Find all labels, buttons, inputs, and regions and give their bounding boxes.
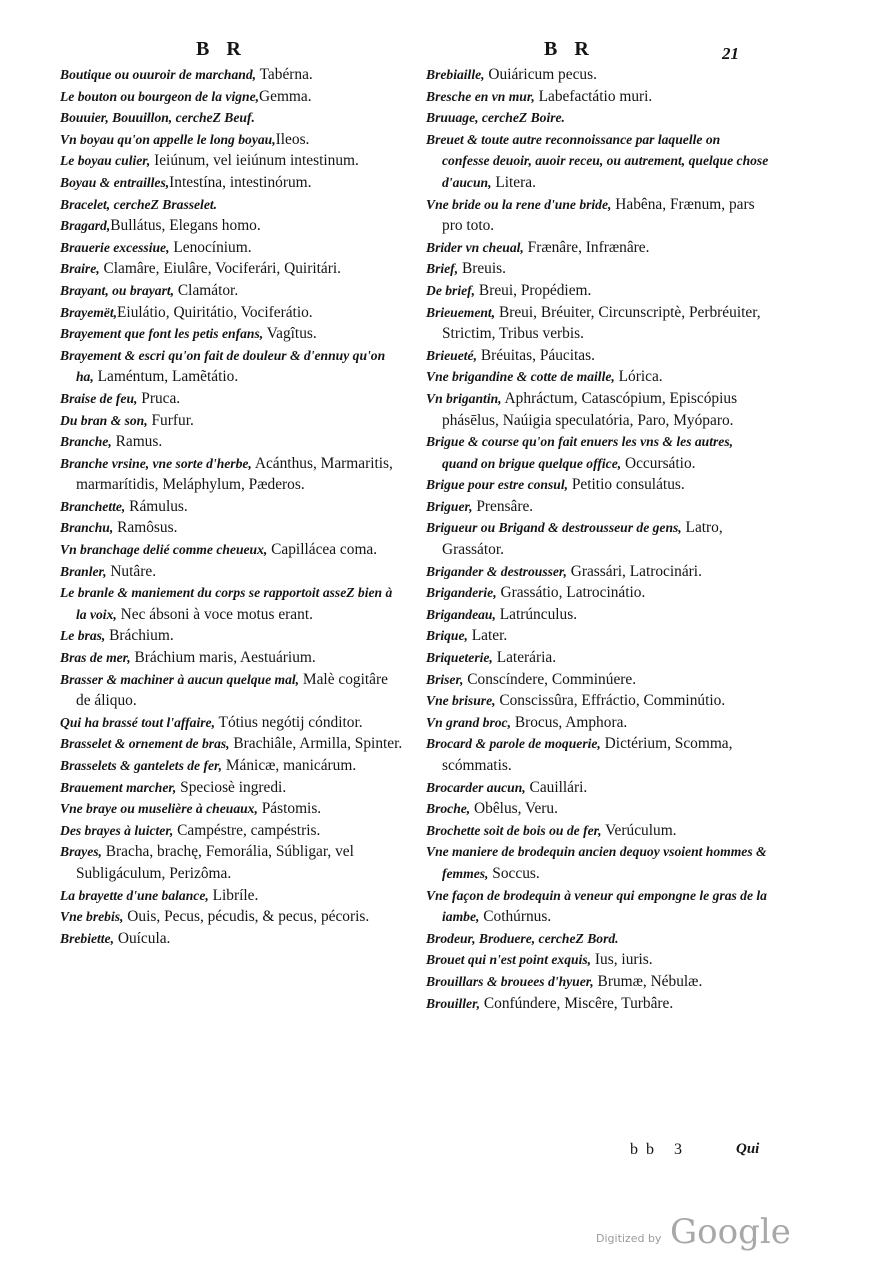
- dictionary-entry: [426, 561, 771, 583]
- dictionary-entry: [60, 172, 405, 194]
- entry-headword: Le bras,: [60, 628, 106, 644]
- dictionary-entry: [60, 323, 405, 345]
- entry-headword: Vn grand broc,: [426, 714, 511, 730]
- dictionary-entry: [60, 561, 405, 583]
- entry-latin: Obêlus, Veru.: [470, 800, 558, 818]
- entry-headword: Briser,: [426, 671, 464, 687]
- left-column: [60, 64, 405, 949]
- entry-headword: Le branle & maniement du corps se rapportoit asseZ bien à la voix,: [60, 585, 393, 622]
- entry-headword: Boutique ou ouuroir de marchand,: [60, 67, 257, 82]
- entry-headword: Braise de feu,: [60, 390, 138, 406]
- entry-headword: Branchette,: [60, 498, 126, 514]
- entry-headword: Du bran & son,: [60, 412, 148, 428]
- entry-headword: Brouet qui n'est point exquis,: [426, 952, 592, 968]
- dictionary-entry: [60, 258, 405, 280]
- entry-headword: Le bouton ou bourgeon de la vigne,: [60, 88, 260, 104]
- entry-headword: Vne maniere de brodequin ancien dequoy vsoient hommes & femmes,: [426, 844, 767, 881]
- dictionary-entry: [60, 388, 405, 410]
- dictionary-entry: [426, 949, 771, 971]
- entry-latin: Laterária.: [492, 649, 557, 667]
- dictionary-entry: [60, 150, 405, 172]
- dictionary-entry: [426, 345, 771, 367]
- entry-latin: Ouiáricum pecus.: [484, 66, 597, 83]
- entry-latin: Ouis, Pecus, pécudis, & pecus, pécoris.: [123, 908, 370, 926]
- entry-latin: Furfur.: [147, 411, 194, 429]
- entry-headword: De brief,: [426, 282, 476, 298]
- entry-latin: Brumæ, Nébulæ.: [593, 972, 703, 990]
- dictionary-entry: [426, 712, 771, 734]
- entry-latin: Breui, Bréuiter, Circunscriptè, Perbréuiter, Strictim, Tribus verbis.: [442, 303, 761, 343]
- entry-latin: Ramus.: [111, 433, 163, 451]
- entry-headword: Des brayes à luicter,: [60, 822, 174, 838]
- entry-latin: Brocus, Amphora.: [510, 713, 628, 731]
- dictionary-entry: [60, 496, 405, 518]
- entry-latin: Later.: [467, 627, 508, 645]
- dictionary-entry: [426, 669, 771, 691]
- entry-headword: Vne brigandine & cotte de maille,: [426, 369, 615, 385]
- dictionary-entry: [426, 798, 771, 820]
- dictionary-entry: [426, 604, 771, 626]
- entry-latin: Lenocínium.: [169, 238, 252, 256]
- entry-headword: Qui ha brassé tout l'affaire,: [60, 714, 215, 730]
- entry-latin: Litera.: [491, 173, 536, 191]
- entry-latin: Malè cogitâre de áliquo.: [76, 670, 388, 710]
- entry-headword: Brigandeau,: [426, 606, 496, 622]
- entry-latin: Pástomis.: [257, 800, 322, 818]
- entry-headword: La brayette d'une balance,: [60, 887, 209, 903]
- entry-latin: Grassári, Latrocinári.: [566, 562, 702, 580]
- entry-latin: Aphráctum, Catascópium, Episcópius phásēlus, Naúigia speculatória, Paro, Myóparo.: [442, 389, 738, 429]
- entry-headword: Brieueté,: [426, 347, 477, 363]
- entry-headword: Branchu,: [60, 520, 114, 536]
- entry-latin: Bracha, brachę, Femorália, Súbligar, vel Subligáculum, Perizôma.: [76, 843, 354, 882]
- entry-headword: Briguer,: [426, 498, 473, 514]
- dictionary-entry: [426, 366, 771, 388]
- dictionary-entry: [426, 733, 771, 776]
- entry-latin: Ramôsus.: [113, 519, 178, 537]
- entry-headword: Vne braye ou muselière à cheuaux,: [60, 801, 258, 817]
- entry-headword: Brebiette,: [60, 930, 114, 946]
- entry-headword: Braire,: [60, 261, 100, 277]
- entry-latin: Acánthus, Marmaritis, marmarítidis, Meláphylum, Pæderos.: [76, 454, 393, 494]
- dictionary-entry: [426, 841, 771, 884]
- entry-latin: Habêna, Frænum, pars pro toto.: [442, 195, 755, 235]
- entry-latin: Intestína, intestinórum.: [169, 173, 312, 191]
- entry-latin: Mánicæ, manicárum.: [221, 757, 357, 774]
- entry-headword: Brayes,: [60, 844, 102, 860]
- entry-headword: Brayemët,: [60, 304, 118, 320]
- dictionary-entry: [60, 906, 405, 928]
- right-column: [426, 64, 771, 1014]
- entry-latin: Clamâre, Eiulâre, Vociferári, Quiritári.: [99, 260, 341, 278]
- dictionary-entry: [60, 302, 405, 324]
- dictionary-entry: [426, 690, 771, 712]
- dictionary-entry: [426, 194, 771, 237]
- entry-latin: Clamátor.: [174, 281, 239, 299]
- entry-latin: Nec ábsoni à voce motus erant.: [116, 605, 313, 623]
- entry-latin: Brachiâle, Armilla, Spinter.: [229, 735, 403, 753]
- dictionary-entry: [60, 539, 405, 561]
- entry-latin: Conscissûra, Effráctio, Comminútio.: [495, 692, 726, 710]
- dictionary-entry: [60, 647, 405, 669]
- entry-headword: Brayement & escri qu'on fait de douleur & d'ennuy qu'on ha,: [60, 347, 386, 385]
- dictionary-entry: [426, 647, 771, 669]
- entry-headword: Vne bride ou la rene d'une bride,: [426, 196, 612, 212]
- dictionary-entry: [60, 625, 405, 647]
- entry-latin: Ouícula.: [113, 929, 171, 947]
- catchword: Qui: [736, 1141, 760, 1157]
- entry-latin: Ius, iuris.: [591, 951, 653, 969]
- dictionary-entry: [426, 777, 771, 799]
- running-head-left: B R: [196, 38, 247, 60]
- dictionary-entry: [60, 755, 405, 777]
- entry-latin: Latro, Grassátor.: [442, 519, 723, 559]
- entry-latin: Soccus.: [488, 864, 540, 882]
- dictionary-entry: [60, 669, 405, 712]
- entry-headword: Brochette soit de bois ou de fer,: [426, 822, 602, 838]
- entry-headword: Boyau & entrailles,: [60, 174, 170, 190]
- entry-headword: Brauerie excessiue,: [60, 239, 170, 255]
- dictionary-entry: [426, 64, 771, 86]
- entry-latin: Vagîtus.: [263, 325, 317, 343]
- entry-headword: Bouuier, Bouuillon, cercheZ Beuf.: [60, 110, 255, 126]
- dictionary-entry: [60, 798, 405, 820]
- dictionary-entry: [426, 280, 771, 302]
- entry-latin: Lórica.: [614, 368, 663, 386]
- dictionary-entry: [60, 928, 405, 950]
- entry-headword: Bresche en vn mur,: [426, 88, 535, 104]
- dictionary-entry: [60, 841, 405, 884]
- entry-headword: Brayant, ou brayart,: [60, 282, 175, 298]
- dictionary-entry: [426, 993, 771, 1015]
- entry-latin: Ileos.: [275, 130, 310, 148]
- dictionary-entry: [426, 388, 771, 431]
- dictionary-entry: [60, 129, 405, 151]
- entry-latin: Verúculum.: [601, 821, 677, 839]
- entry-latin: Prensâre.: [472, 497, 534, 515]
- entry-headword: Brasselet & ornement de bras,: [60, 736, 230, 752]
- entry-headword: Brocarder aucun,: [426, 779, 526, 795]
- entry-latin: Campéstre, campéstris.: [173, 821, 321, 839]
- dictionary-entry: [426, 237, 771, 259]
- dictionary-entry: [60, 820, 405, 842]
- dictionary-entry: [426, 474, 771, 496]
- dictionary-entry: [426, 885, 771, 928]
- entry-latin: Conscíndere, Comminúere.: [463, 670, 637, 688]
- dictionary-entry: [426, 431, 771, 474]
- dictionary-entry: [60, 517, 405, 539]
- entry-headword: Branche vrsine, vne sorte d'herbe,: [60, 455, 252, 471]
- entry-headword: Vne brisure,: [426, 693, 496, 709]
- entry-latin: Occursátio.: [621, 454, 696, 472]
- dictionary-entry: [426, 625, 771, 647]
- entry-latin: Ieiúnum, vel ieiúnum intestinum.: [150, 152, 359, 170]
- dictionary-entry: [60, 712, 405, 734]
- entry-latin: Labefactátio muri.: [534, 87, 653, 105]
- entry-latin: Dictérium, Scomma, scómmatis.: [442, 735, 733, 774]
- dictionary-entry: [60, 64, 405, 86]
- dictionary-entry: [60, 885, 405, 907]
- entry-headword: Le boyau culier,: [60, 153, 151, 169]
- entry-latin: Grassátio, Latrocinátio.: [496, 584, 646, 602]
- entry-latin: Petitio consulátus.: [568, 476, 685, 494]
- entry-headword: Brasselets & gantelets de fer,: [60, 758, 222, 773]
- dictionary-entry: [60, 410, 405, 432]
- entry-latin: Libríle.: [208, 886, 259, 904]
- entry-headword: Bragard,: [60, 218, 111, 234]
- dictionary-entry: [426, 302, 771, 345]
- entry-headword: Brouiller,: [426, 995, 481, 1011]
- dictionary-entry: [60, 194, 405, 216]
- entry-headword: Breuet & toute autre reconnoissance par laquelle on confesse deuoir, auoir receu, ou autrement, quelque chose d'aucun,: [426, 131, 769, 190]
- entry-headword: Vn brigantin,: [426, 390, 502, 406]
- dictionary-entry: [60, 345, 405, 388]
- entry-latin: Bréuitas, Páucitas.: [476, 346, 595, 364]
- dictionary-entry: [426, 107, 771, 129]
- entry-latin: Laméntum, Lamẽtátio.: [93, 368, 239, 386]
- dictionary-entry: [426, 582, 771, 604]
- dictionary-entry: [60, 777, 405, 799]
- dictionary-entry: [426, 928, 771, 950]
- entry-headword: Vne brebis,: [60, 909, 124, 925]
- dictionary-entry: [60, 86, 405, 108]
- entry-latin: Cothúrnus.: [479, 908, 552, 926]
- entry-headword: Brigue pour estre consul,: [426, 477, 569, 493]
- printer-signature: bb 3: [630, 1141, 690, 1158]
- entry-latin: Breui, Propédiem.: [475, 281, 592, 299]
- entry-latin: Cauillári.: [525, 778, 588, 796]
- dictionary-entry: [60, 280, 405, 302]
- dictionary-entry: [426, 971, 771, 993]
- dictionary-entry: [60, 582, 405, 625]
- entry-latin: Frænâre, Infrænâre.: [523, 238, 650, 256]
- running-head-right: B R: [544, 38, 595, 60]
- dictionary-entry: [426, 496, 771, 518]
- entry-headword: Brouillars & brouees d'hyuer,: [426, 973, 594, 989]
- entry-headword: Branche,: [60, 434, 112, 450]
- entry-headword: Brigueur ou Brigand & destrousseur de gens,: [426, 520, 682, 536]
- entry-headword: Brauement marcher,: [60, 779, 177, 795]
- dictionary-entry: [60, 453, 405, 496]
- entry-latin: Eiulátio, Quiritátio, Vociferátio.: [117, 303, 313, 321]
- entry-headword: Brasser & machiner à aucun quelque mal,: [60, 671, 300, 687]
- entry-latin: Tótius negótij cónditor.: [214, 713, 363, 731]
- entry-latin: Speciosè ingredi.: [176, 778, 287, 796]
- entry-headword: Bruuage, cercheZ Boire.: [426, 110, 565, 126]
- digitized-by-label: Digitized by: [596, 1232, 662, 1245]
- entry-headword: Broche,: [426, 801, 471, 817]
- entry-latin: Breuis.: [458, 260, 506, 278]
- entry-latin: Pruca.: [137, 389, 181, 407]
- entry-headword: Brique,: [426, 628, 468, 644]
- entry-latin: Bráchium maris, Aestuárium.: [130, 649, 316, 667]
- dictionary-entry: [426, 129, 771, 194]
- dictionary-entry: [60, 431, 405, 453]
- entry-headword: Bras de mer,: [60, 650, 131, 666]
- dictionary-entry: [426, 517, 771, 560]
- entry-latin: Gemma.: [259, 87, 312, 105]
- entry-latin: Tabérna.: [256, 66, 313, 83]
- entry-latin: Confúndere, Miscêre, Turbâre.: [480, 994, 674, 1012]
- entry-headword: Vn branchage delié comme cheueux,: [60, 542, 268, 558]
- dictionary-entry: [426, 86, 771, 108]
- dictionary-entry: [60, 237, 405, 259]
- entry-headword: Brayement que font les petis enfans,: [60, 326, 264, 342]
- entry-headword: Branler,: [60, 563, 107, 579]
- entry-latin: Bullátus, Elegans homo.: [110, 217, 261, 235]
- entry-headword: Brigue & course qu'on fait enuers les vns & les autres, quand on brigue quelque office,: [426, 434, 734, 471]
- entry-latin: Latrúnculus.: [495, 605, 578, 623]
- dictionary-entry: [60, 107, 405, 129]
- page-number: 21: [722, 44, 739, 63]
- dictionary-entry: [60, 215, 405, 237]
- entry-headword: Brodeur, Broduere, cercheZ Bord.: [426, 930, 619, 946]
- entry-headword: Brief,: [426, 261, 459, 277]
- entry-latin: Rámulus.: [125, 497, 188, 515]
- dictionary-entry: [426, 258, 771, 280]
- entry-headword: Briqueterie,: [426, 650, 493, 666]
- entry-headword: Briganderie,: [426, 585, 497, 601]
- entry-headword: Brieuement,: [426, 304, 496, 320]
- entry-latin: Nutâre.: [106, 562, 157, 580]
- entry-headword: Brigander & destrousser,: [426, 563, 567, 579]
- entry-headword: Bracelet, cercheZ Brasselet.: [60, 196, 218, 212]
- entry-latin: Capillácea coma.: [267, 541, 378, 559]
- entry-headword: Brebiaille,: [426, 67, 485, 82]
- dictionary-entry: [426, 820, 771, 842]
- google-watermark: Google: [670, 1212, 791, 1252]
- entry-latin: Bráchium.: [105, 627, 174, 645]
- entry-headword: Vne façon de brodequin à veneur qui empongne le gras de la iambe,: [426, 887, 767, 925]
- entry-headword: Brider vn cheual,: [426, 239, 524, 255]
- dictionary-entry: [60, 733, 405, 755]
- entry-headword: Brocard & parole de moquerie,: [426, 736, 601, 752]
- entry-headword: Vn boyau qu'on appelle le long boyau,: [60, 131, 276, 147]
